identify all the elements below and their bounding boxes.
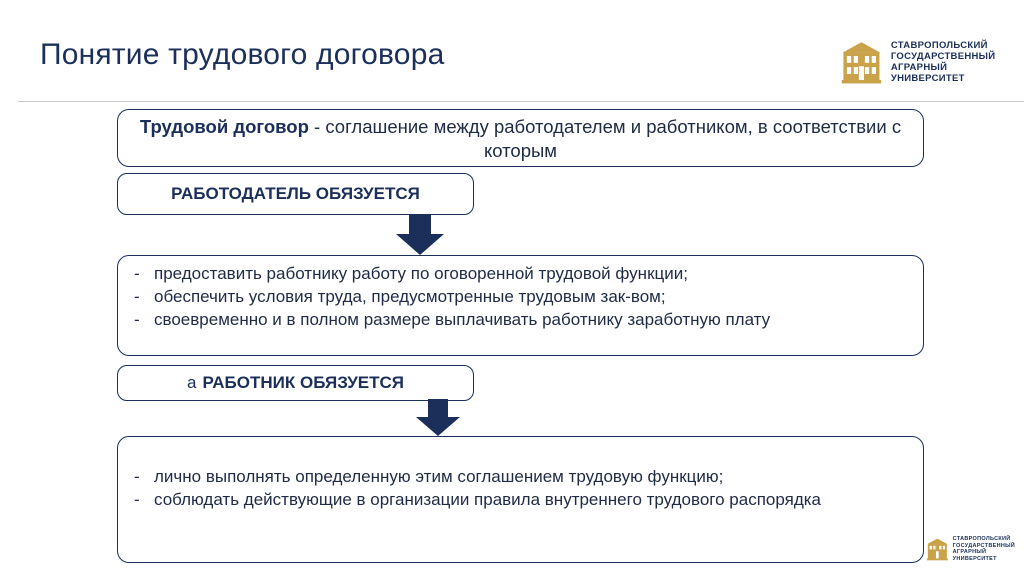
arrow-down-icon [396, 214, 444, 256]
list-item: - лично выполнять определенную этим соглашением трудовую функцию; [130, 465, 911, 488]
employer-heading: РАБОТОДАТЕЛЬ ОБЯЗУЕТСЯ [117, 173, 474, 215]
arrow-down-icon [416, 399, 460, 437]
logo-text: СТАВРОПОЛЬСКИЙ ГОСУДАРСТВЕННЫЙ АГРАРНЫЙ УНИВЕРСИТЕТ [890, 40, 996, 84]
list-item: - предоставить работнику работу по оговоренной трудовой функции; [130, 262, 911, 285]
employee-heading [117, 365, 474, 401]
slide-title: Понятие трудового договора [40, 38, 445, 71]
list-item: - соблюдать действующие в организации правила внутреннего трудового распорядка [130, 488, 911, 511]
list-item: - своевременно и в полном размере выплачивать работнику заработную плату [130, 308, 911, 331]
header-divider [18, 101, 1024, 102]
definition-box [117, 109, 924, 167]
building-icon [840, 35, 883, 89]
university-logo [840, 34, 1005, 90]
definition-term: Трудовой договор [139, 116, 309, 137]
definition-text: - соглашение между работодателем и работником, в соответствии с которым [308, 116, 902, 161]
employer-duties-box [117, 255, 924, 356]
footer-logo-text: СТАВРОПОЛЬСКИЙ ГОСУДАРСТВЕННЫЙ АГРАРНЫЙ УНИВЕРСИТЕТ [952, 536, 1016, 562]
employee-heading-prefix: а [186, 373, 197, 392]
employee-duties-box [117, 436, 924, 563]
list-item: - обеспечить условия труда, предусмотренные трудовым зак-вом; [130, 285, 911, 308]
employee-heading-text: РАБОТНИК ОБЯЗУЕТСЯ [202, 373, 405, 392]
footer-logo [926, 534, 1022, 564]
building-icon [926, 535, 949, 563]
